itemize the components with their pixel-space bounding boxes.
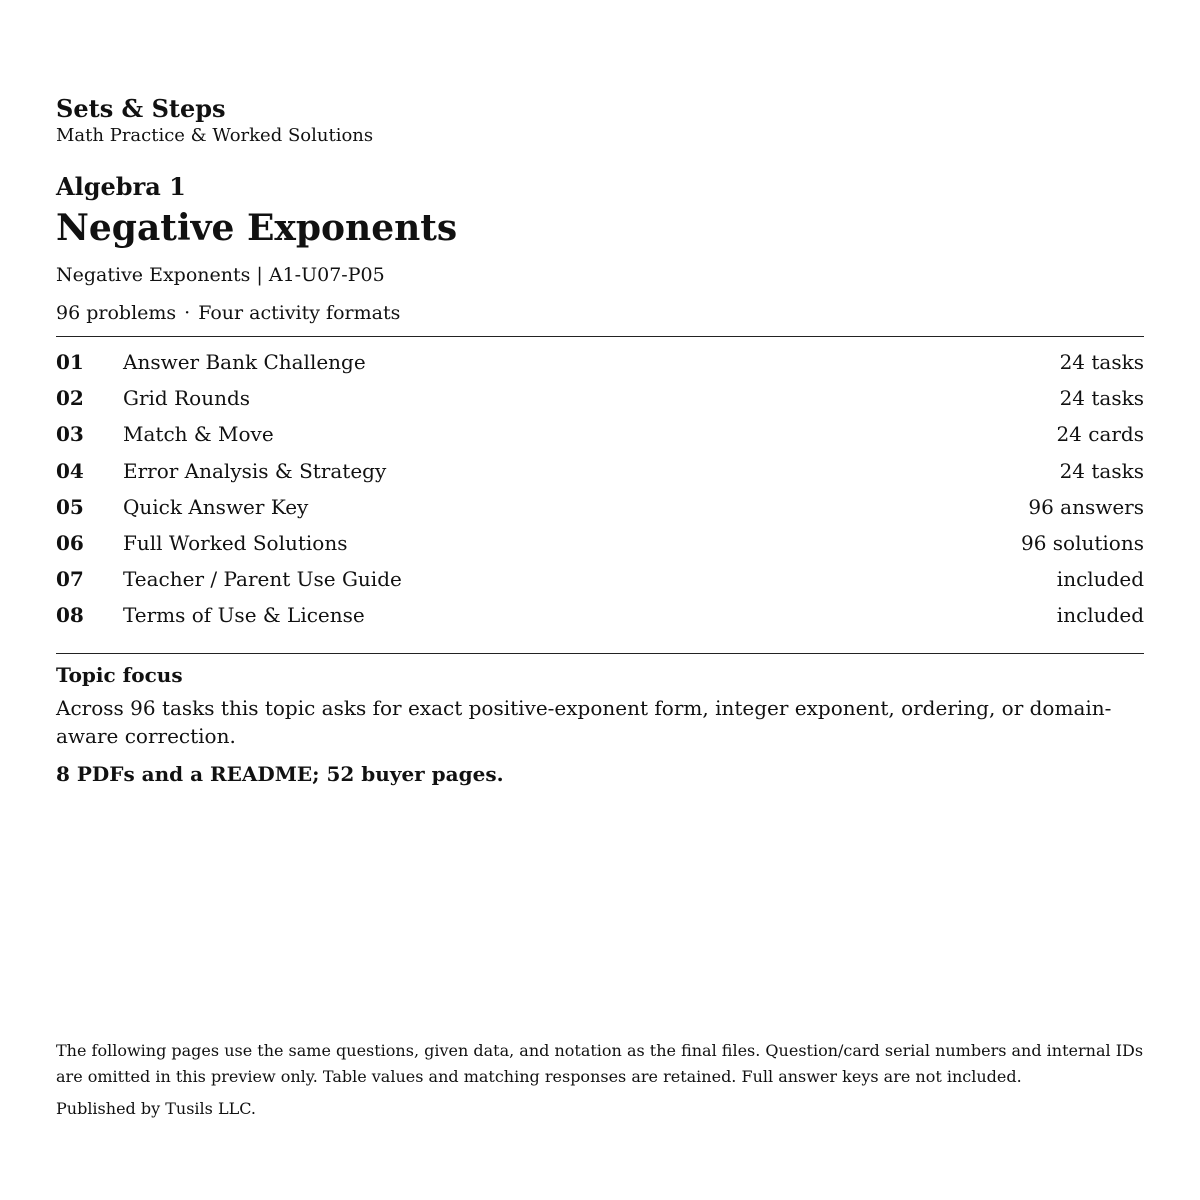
list-item (56, 494, 1144, 530)
brand-header (56, 94, 1144, 148)
list-item (56, 421, 1144, 457)
item-count: included (1056, 603, 1144, 628)
list-item (56, 385, 1144, 421)
meta-separator: · (184, 302, 191, 324)
item-number: 02 (56, 386, 84, 411)
item-count: 96 solutions (1020, 530, 1144, 555)
item-number: 08 (56, 603, 84, 628)
course-name: Algebra 1 (56, 172, 186, 201)
bottom-divider (56, 653, 1144, 654)
item-label: Match & Move (123, 422, 274, 447)
item-label: Error Analysis & Strategy (123, 458, 387, 483)
item-count: 24 tasks (1059, 350, 1144, 374)
brand-name: Sets & Steps (56, 94, 226, 123)
preview-page (56, 94, 1144, 788)
topic-focus-heading: Topic focus (56, 662, 183, 687)
preview-note: The following pages use the same questions, given data, and notation as the final files. Question/card serial numbers and internal IDs are omitted in this preview only. Table values and matching responses are retained. Full answer keys are not included. (56, 1041, 1144, 1086)
item-number: 04 (56, 458, 84, 483)
list-item (56, 349, 1144, 385)
format-count: Four activity formats (198, 302, 401, 324)
item-count: 96 answers (1028, 494, 1144, 519)
publisher-line: Published by Tusils LLC. (56, 1099, 256, 1118)
list-item (56, 458, 1144, 494)
item-count: included (1056, 567, 1144, 592)
list-item (56, 566, 1144, 602)
contents-list (56, 337, 1144, 653)
problem-count: 96 problems (56, 302, 177, 324)
item-label: Quick Answer Key (123, 494, 309, 519)
item-count: 24 tasks (1059, 458, 1144, 483)
page-title: Negative Exponents (56, 207, 458, 249)
product-meta (56, 300, 1144, 326)
item-number: 03 (56, 422, 84, 447)
footer (56, 1038, 1144, 1122)
item-number: 05 (56, 494, 84, 519)
item-number: 07 (56, 567, 84, 592)
item-label: Terms of Use & License (123, 603, 365, 628)
item-count: 24 tasks (1059, 386, 1144, 411)
product-code: Negative Exponents | A1-U07-P05 (56, 264, 385, 286)
item-label: Teacher / Parent Use Guide (123, 567, 402, 592)
list-item (56, 530, 1144, 566)
item-count: 24 cards (1056, 422, 1144, 447)
brand-tagline: Math Practice & Worked Solutions (56, 125, 374, 146)
item-label: Full Worked Solutions (123, 530, 348, 555)
item-number: 06 (56, 530, 84, 555)
item-label: Grid Rounds (123, 386, 251, 411)
item-number: 01 (56, 350, 84, 374)
package-summary: 8 PDFs and a README; 52 buyer pages. (56, 761, 504, 786)
topic-focus-text: Across 96 tasks this topic asks for exact positive-exponent form, integer exponent, ordering, or domain-aware correction. (56, 695, 1112, 748)
item-label: Answer Bank Challenge (123, 350, 366, 374)
list-item (56, 602, 1144, 638)
